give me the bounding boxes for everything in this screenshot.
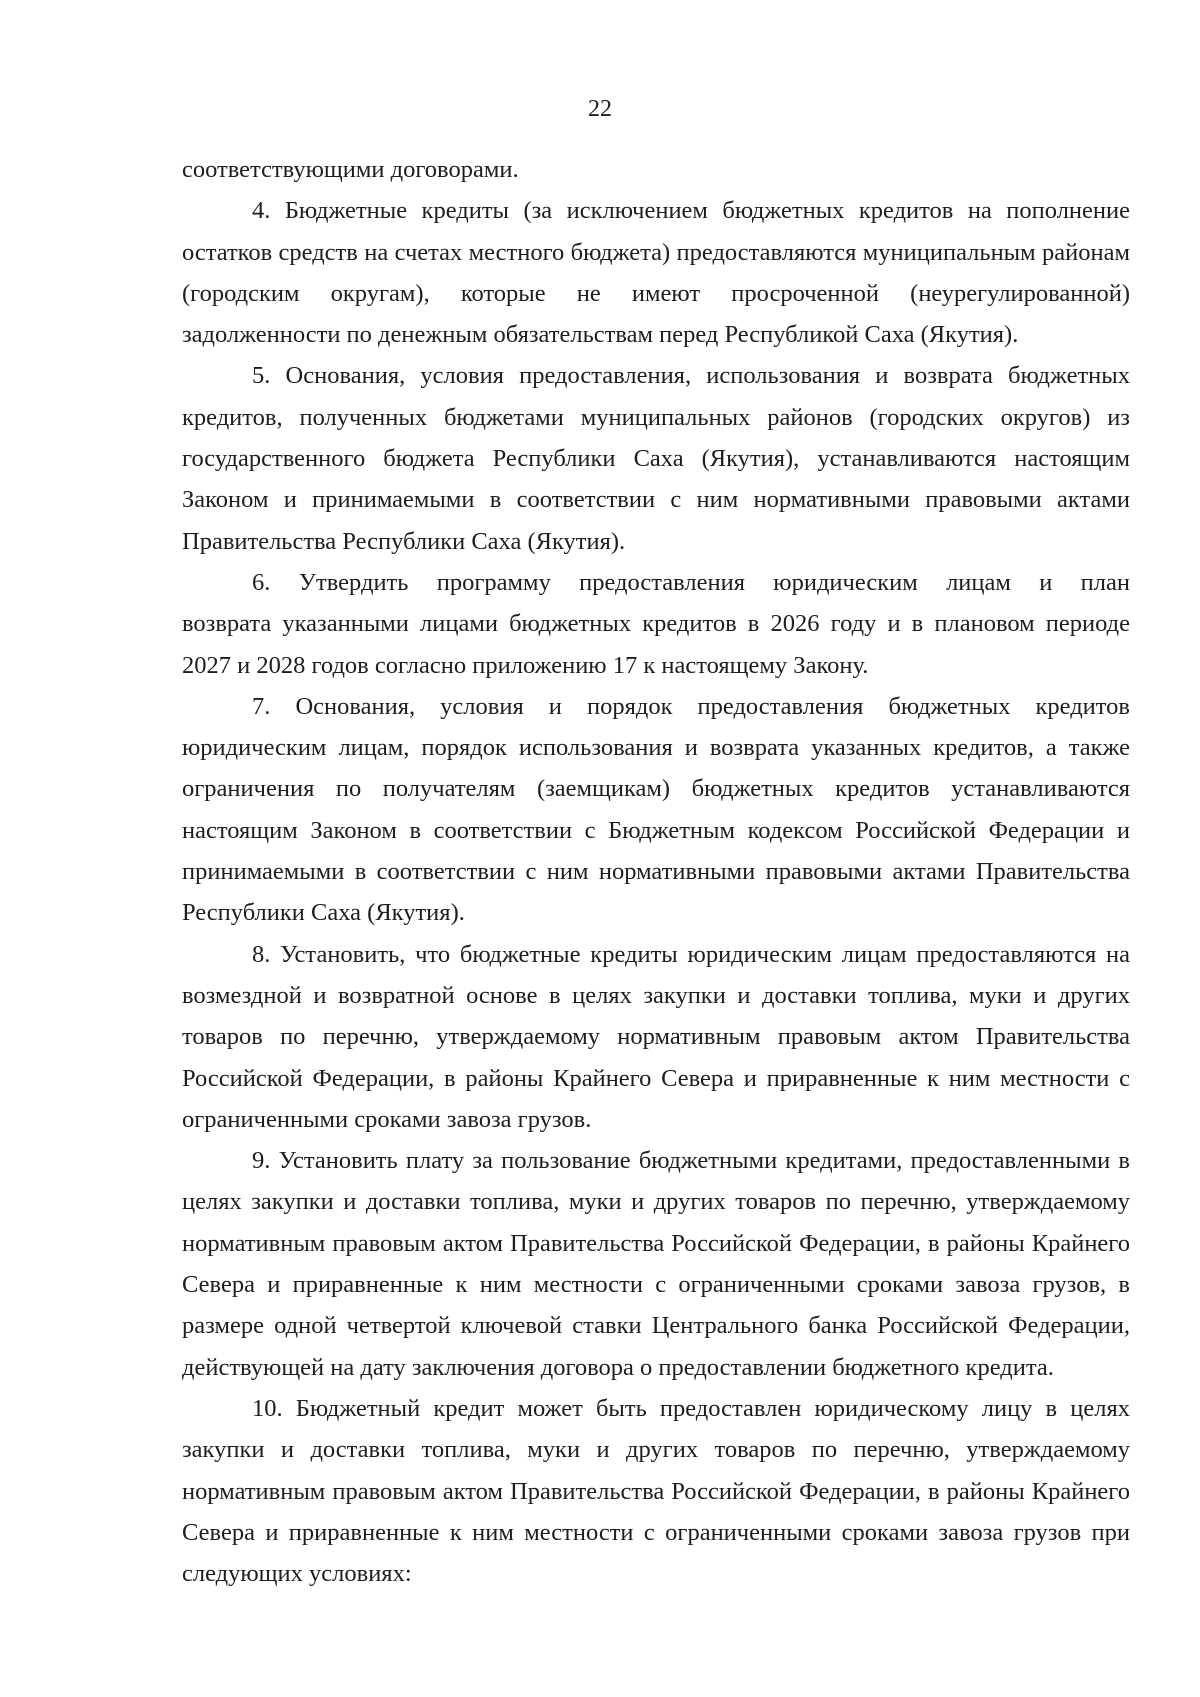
text-line: задолженности по денежным обязательствам перед Республикой Саха (Якутия). <box>182 321 1019 349</box>
text-line: ограниченными сроками завоза грузов. <box>182 1105 592 1133</box>
text-line: Республики Саха (Якутия). <box>182 899 465 927</box>
text-line: закупки и доставки топлива, муки и других товаров по перечню, утверждаемому <box>182 1436 1130 1464</box>
text-line: 2027 и 2028 годов согласно приложению 17 к настоящему Закону. <box>182 651 869 679</box>
paragraph-9 <box>182 1140 1130 1388</box>
paragraph-7 <box>182 686 1130 934</box>
paragraph-4 <box>182 190 1130 355</box>
text-line: 6. Утвердить программу предоставления юридическим лицам и план <box>252 568 1130 596</box>
text-line: (городским округам), которые не имеют просроченной (неурегулированной) <box>182 279 1130 307</box>
text-line: размере одной четвертой ключевой ставки Центрального банка Российской Федерации, <box>182 1312 1130 1340</box>
paragraph-8 <box>182 934 1130 1140</box>
text-line: остатков средств на счетах местного бюджета) предоставляются муниципальным районам <box>182 238 1130 266</box>
text-line: принимаемыми в соответствии с ним нормативными правовыми актами Правительства <box>182 858 1130 886</box>
text-line: нормативным правовым актом Правительства Российской Федерации, в районы Крайнего <box>182 1229 1130 1257</box>
paragraph-5 <box>182 355 1130 561</box>
text-line: 5. Основания, условия предоставления, использования и возврата бюджетных <box>252 362 1130 390</box>
text-line: Севера и приравненные к ним местности с ограниченными сроками завоза грузов, в <box>182 1271 1130 1299</box>
text-line: возмездной и возвратной основе в целях закупки и доставки топлива, муки и других <box>182 981 1130 1009</box>
text-line: Законом и принимаемыми в соответствии с ним нормативными правовыми актами <box>182 486 1130 514</box>
text-line: государственного бюджета Республики Саха (Якутия), устанавливаются настоящим <box>182 445 1130 473</box>
text-line: соответствующими договорами. <box>182 156 519 183</box>
paragraph-6 <box>182 562 1130 686</box>
text-line: целях закупки и доставки топлива, муки и других товаров по перечню, утверждаемому <box>182 1188 1130 1216</box>
text-line: 9. Установить плату за пользование бюджетными кредитами, предоставленными в <box>252 1147 1130 1175</box>
paragraph-continuation <box>182 149 1130 190</box>
text-line: Правительства Республики Саха (Якутия). <box>182 527 626 555</box>
text-line: 4. Бюджетные кредиты (за исключением бюджетных кредитов на пополнение <box>252 197 1130 225</box>
text-line: 8. Установить, что бюджетные кредиты юридическим лицам предоставляются на <box>252 940 1130 968</box>
text-line: юридическим лицам, порядок использования и возврата указанных кредитов, а также <box>182 734 1130 762</box>
text-line: нормативным правовым актом Правительства Российской Федерации, в районы Крайнего <box>182 1477 1130 1505</box>
text-line: возврата указанными лицами бюджетных кредитов в 2026 году и в плановом периоде <box>182 610 1130 638</box>
text-line: следующих условиях: <box>182 1560 412 1588</box>
text-line: 10. Бюджетный кредит может быть предоставлен юридическому лицу в целях <box>252 1394 1130 1422</box>
page-number: 22 <box>588 96 612 122</box>
text-line: 7. Основания, условия и порядок предоставления бюджетных кредитов <box>252 692 1130 720</box>
paragraph-10 <box>182 1388 1130 1594</box>
text-line: товаров по перечню, утверждаемому нормативным правовым актом Правительства <box>182 1023 1130 1051</box>
text-line: ограничения по получателям (заемщикам) бюджетных кредитов устанавливаются <box>182 775 1130 803</box>
body-text <box>182 149 1130 1594</box>
text-line: настоящим Законом в соответствии с Бюджетным кодексом Российской Федерации и <box>182 816 1130 844</box>
text-line: Российской Федерации, в районы Крайнего Севера и приравненные к ним местности с <box>182 1064 1130 1092</box>
text-line: Севера и приравненные к ним местности с ограниченными сроками завоза грузов при <box>182 1518 1130 1546</box>
text-line: кредитов, полученных бюджетами муниципальных районов (городских округов) из <box>182 403 1130 431</box>
text-line: действующей на дату заключения договора о предоставлении бюджетного кредита. <box>182 1353 1054 1381</box>
